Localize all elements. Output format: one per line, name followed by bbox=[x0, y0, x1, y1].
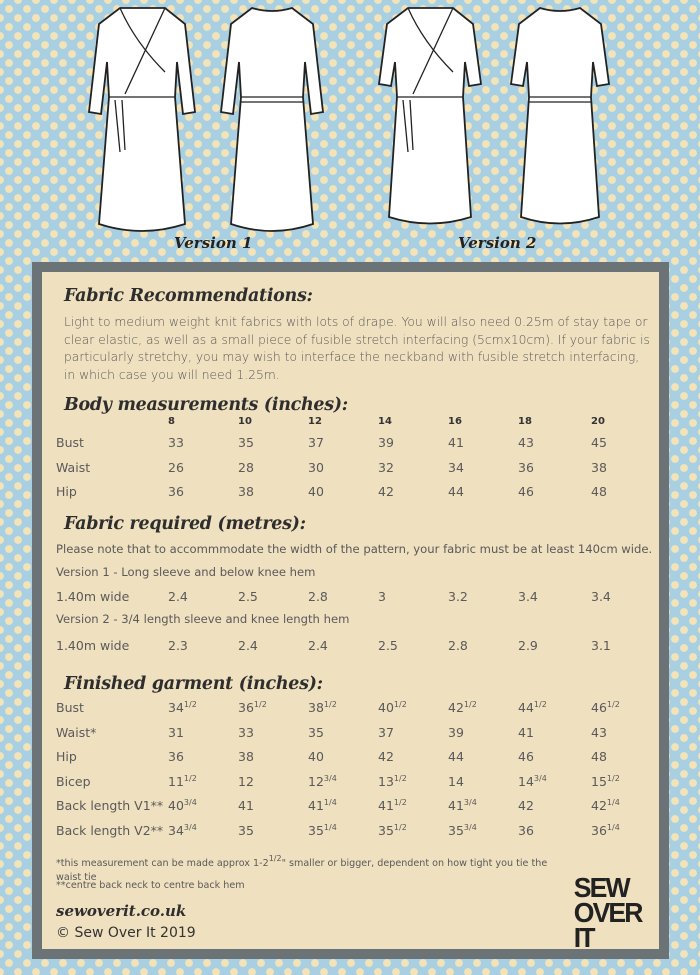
table-cell bbox=[238, 484, 254, 499]
table-cell bbox=[448, 725, 464, 740]
cell-value: 2.8 bbox=[448, 638, 468, 653]
cell-fraction: 1/2 bbox=[393, 773, 407, 783]
cell-value: 41 bbox=[308, 798, 324, 814]
table-cell bbox=[238, 435, 254, 450]
table-cell bbox=[238, 460, 254, 475]
table-cell bbox=[308, 638, 328, 653]
footnote-waist-text-end: " smaller or bigger, dependent on how tight you tie the waist tie bbox=[56, 858, 548, 883]
cell-value: 35 bbox=[238, 823, 254, 838]
cell-fraction: 3/4 bbox=[183, 798, 197, 808]
body-measurements-heading: Body measurements (inches): bbox=[64, 395, 348, 415]
table-cell bbox=[238, 823, 254, 838]
cell-value: 14 bbox=[518, 773, 534, 789]
table-cell bbox=[378, 435, 394, 450]
table-cell bbox=[378, 700, 407, 715]
cell-fraction: 3/4 bbox=[183, 823, 197, 832]
cell-value: 35 bbox=[308, 823, 324, 838]
cell-fraction: 1/2 bbox=[393, 700, 407, 709]
cell-value: 3.2 bbox=[448, 589, 468, 604]
table-cell bbox=[591, 823, 620, 838]
cell-value: 2.5 bbox=[378, 638, 398, 653]
sew-over-it-logo bbox=[573, 872, 642, 953]
table-cell bbox=[591, 700, 620, 715]
cell-fraction: 1/2 bbox=[606, 773, 620, 783]
table-cell bbox=[518, 774, 547, 789]
fabric-recommendations-text: Light to medium weight knit fabrics with lots of drape. You will also need 0.25m of stay tape or clear elastic, as well as a small piece of fusible stretch interfacing (5cmx10cm). If your fabric is particularly stretchy, you may wish to interface the neckband with fusible stretch interfacing, in which case you will need 1.25m. bbox=[64, 315, 650, 382]
table-cell bbox=[168, 460, 184, 475]
table-cell bbox=[518, 700, 547, 715]
info-panel-content bbox=[42, 272, 659, 953]
table-cell bbox=[591, 589, 611, 604]
cell-fraction: 3/4 bbox=[323, 773, 337, 783]
cell-value: 43 bbox=[591, 724, 607, 740]
size-header-20: 20 bbox=[591, 416, 605, 427]
cell-value: 43 bbox=[518, 435, 534, 450]
cell-value: 36 bbox=[518, 823, 534, 838]
cell-fraction: 3/4 bbox=[463, 798, 477, 808]
cell-fraction: 1/4 bbox=[606, 823, 620, 832]
table-cell bbox=[518, 823, 534, 838]
table-cell bbox=[591, 484, 607, 499]
dress-version1-back-illustration bbox=[217, 2, 327, 234]
cell-value: 2.4 bbox=[238, 638, 258, 653]
size-header-10: 10 bbox=[238, 416, 252, 427]
cell-value: 2.9 bbox=[518, 638, 538, 653]
cell-value: 34 bbox=[448, 459, 464, 475]
cell-value: 36 bbox=[238, 700, 254, 715]
cell-value: 33 bbox=[238, 724, 254, 740]
logo-line-1: SEW bbox=[573, 872, 629, 903]
cell-value: 36 bbox=[168, 749, 184, 765]
table-cell bbox=[591, 460, 607, 475]
cell-value: 40 bbox=[308, 749, 324, 765]
size-header-12: 12 bbox=[308, 416, 322, 427]
table-cell bbox=[518, 749, 534, 764]
table-cell bbox=[378, 589, 386, 604]
table-cell bbox=[308, 749, 324, 764]
table-cell bbox=[308, 725, 324, 740]
cell-value: 2.8 bbox=[308, 589, 328, 604]
cell-value: 3.1 bbox=[591, 638, 611, 653]
cell-value: 44 bbox=[448, 749, 464, 765]
table-cell bbox=[448, 700, 477, 715]
cell-fraction: 1/2 bbox=[393, 823, 407, 832]
table-cell bbox=[378, 484, 394, 499]
cell-value: 40 bbox=[168, 798, 184, 814]
row-label: Bust bbox=[56, 700, 84, 715]
cell-value: 13 bbox=[378, 773, 394, 789]
table-cell bbox=[378, 798, 407, 813]
cell-value: 35 bbox=[448, 823, 464, 838]
row-label: Bust bbox=[56, 435, 84, 450]
cell-fraction: 1/4 bbox=[323, 798, 337, 808]
table-cell bbox=[168, 725, 184, 740]
table-cell bbox=[238, 725, 254, 740]
row-label: 1.40m wide bbox=[56, 638, 130, 653]
table-cell bbox=[168, 589, 188, 604]
cell-fraction: 1/2 bbox=[253, 700, 267, 709]
fabric-required-heading: Fabric required (metres): bbox=[64, 514, 306, 534]
cell-fraction: 1/4 bbox=[323, 823, 337, 832]
cell-value: 2.5 bbox=[238, 589, 258, 604]
table-cell bbox=[448, 484, 464, 499]
version1-label: Version 1 bbox=[174, 234, 253, 252]
table-cell bbox=[168, 823, 197, 838]
footnote-waist-fraction: 1/2 bbox=[268, 854, 282, 863]
version1-description: Version 1 - Long sleeve and below knee hem bbox=[56, 565, 316, 579]
size-header-8: 8 bbox=[168, 416, 175, 427]
finished-garment-heading: Finished garment (inches): bbox=[64, 674, 323, 694]
website-link[interactable]: sewoverit.co.uk bbox=[56, 902, 187, 920]
table-cell bbox=[168, 484, 184, 499]
cell-value: 14 bbox=[448, 773, 464, 789]
cell-value: 26 bbox=[168, 459, 184, 475]
cell-value: 44 bbox=[448, 484, 464, 499]
cell-value: 33 bbox=[168, 435, 184, 450]
cell-fraction: 1/2 bbox=[393, 798, 407, 808]
table-cell bbox=[448, 798, 477, 813]
cell-value: 48 bbox=[591, 484, 607, 499]
table-cell bbox=[308, 484, 324, 499]
table-cell bbox=[518, 798, 534, 813]
size-header-14: 14 bbox=[378, 416, 392, 427]
footnote-waist-text: *this measurement can be made approx 1-2 bbox=[56, 858, 269, 869]
cell-value: 41 bbox=[378, 798, 394, 814]
cell-value: 38 bbox=[308, 700, 324, 715]
info-panel bbox=[32, 262, 669, 959]
cell-value: 2.3 bbox=[168, 638, 188, 653]
table-cell bbox=[448, 435, 464, 450]
cell-value: 41 bbox=[238, 798, 254, 814]
cell-value: 36 bbox=[168, 484, 184, 499]
table-cell bbox=[308, 589, 328, 604]
table-cell bbox=[448, 638, 468, 653]
version2-label: Version 2 bbox=[458, 234, 537, 252]
table-cell bbox=[591, 749, 607, 764]
cell-value: 38 bbox=[238, 484, 254, 499]
row-label: Hip bbox=[56, 484, 77, 499]
table-cell bbox=[308, 435, 324, 450]
cell-value: 37 bbox=[308, 435, 324, 450]
cell-value: 44 bbox=[518, 700, 534, 715]
cell-value: 40 bbox=[378, 700, 394, 715]
row-label: Back length V2** bbox=[56, 823, 164, 838]
table-cell bbox=[591, 638, 611, 653]
table-cell bbox=[378, 460, 394, 475]
table-cell bbox=[378, 749, 394, 764]
cell-value: 38 bbox=[591, 459, 607, 475]
cell-value: 2.4 bbox=[168, 589, 188, 604]
cell-value: 34 bbox=[168, 823, 184, 838]
cell-value: 36 bbox=[591, 823, 607, 838]
table-cell bbox=[378, 638, 398, 653]
cell-value: 3 bbox=[378, 589, 386, 604]
cell-value: 11 bbox=[168, 773, 184, 789]
cell-value: 46 bbox=[591, 700, 607, 715]
table-cell bbox=[168, 638, 188, 653]
version2-description: Version 2 - 3/4 length sleeve and knee length hem bbox=[56, 612, 350, 626]
dress-version2-back-illustration bbox=[505, 2, 615, 234]
cell-fraction: 3/4 bbox=[533, 773, 547, 783]
table-cell bbox=[308, 460, 324, 475]
logo-line-3: IT bbox=[573, 922, 594, 953]
cell-value: 42 bbox=[448, 700, 464, 715]
table-cell bbox=[591, 435, 607, 450]
row-label: Waist bbox=[56, 459, 91, 475]
size-header-16: 16 bbox=[448, 416, 462, 427]
table-cell bbox=[591, 798, 620, 813]
copyright: © Sew Over It 2019 bbox=[56, 925, 196, 941]
cell-value: 30 bbox=[308, 459, 324, 475]
table-cell bbox=[168, 798, 197, 813]
cell-fraction: 1/2 bbox=[183, 773, 197, 783]
table-cell bbox=[448, 589, 468, 604]
cell-value: 37 bbox=[378, 724, 394, 740]
table-cell bbox=[238, 700, 267, 715]
cell-fraction: 1/2 bbox=[533, 700, 547, 709]
table-cell bbox=[308, 700, 337, 715]
table-cell bbox=[238, 589, 258, 604]
table-cell bbox=[518, 460, 534, 475]
table-cell bbox=[518, 484, 534, 499]
table-cell bbox=[238, 798, 254, 813]
table-cell bbox=[448, 823, 477, 838]
dress-version2-front-illustration bbox=[373, 2, 488, 234]
fabric-recommendations-heading: Fabric Recommendations: bbox=[64, 286, 313, 306]
table-cell bbox=[308, 798, 337, 813]
cell-value: 28 bbox=[238, 459, 254, 475]
cell-value: 38 bbox=[238, 749, 254, 765]
footnote-back-length: **centre back neck to centre back hem bbox=[56, 880, 245, 891]
row-label: 1.40m wide bbox=[56, 589, 130, 604]
table-cell bbox=[378, 823, 407, 838]
cell-value: 48 bbox=[591, 749, 607, 765]
cell-value: 42 bbox=[378, 749, 394, 765]
dress-version1-front-illustration bbox=[85, 2, 200, 234]
row-label: Bicep bbox=[56, 773, 91, 789]
cell-value: 46 bbox=[518, 749, 534, 765]
table-cell bbox=[518, 589, 538, 604]
cell-value: 35 bbox=[378, 823, 394, 838]
cell-fraction: 1/2 bbox=[463, 700, 477, 709]
table-cell bbox=[168, 435, 184, 450]
cell-value: 39 bbox=[448, 724, 464, 740]
cell-value: 35 bbox=[238, 435, 254, 450]
cell-value: 42 bbox=[378, 484, 394, 499]
cell-fraction: 1/2 bbox=[606, 700, 620, 709]
row-label: Hip bbox=[56, 749, 77, 765]
cell-value: 12 bbox=[308, 773, 324, 789]
cell-value: 41 bbox=[448, 435, 464, 450]
table-cell bbox=[591, 725, 607, 740]
cell-value: 46 bbox=[518, 484, 534, 499]
fabric-width-note: Please note that to accommmodate the width of the pattern, your fabric must be at least 140cm wide. bbox=[56, 542, 653, 556]
table-cell bbox=[591, 774, 620, 789]
cell-value: 40 bbox=[308, 484, 324, 499]
table-cell bbox=[238, 749, 254, 764]
table-cell bbox=[168, 774, 197, 789]
table-cell bbox=[518, 435, 534, 450]
table-cell bbox=[168, 749, 184, 764]
row-label: Back length V1** bbox=[56, 798, 164, 814]
cell-value: 41 bbox=[448, 798, 464, 814]
table-cell bbox=[378, 774, 407, 789]
cell-fraction: 1/4 bbox=[606, 798, 620, 808]
cell-value: 42 bbox=[591, 798, 607, 814]
cell-value: 39 bbox=[378, 435, 394, 450]
cell-value: 12 bbox=[238, 773, 254, 789]
cell-fraction: 1/2 bbox=[323, 700, 337, 709]
cell-value: 3.4 bbox=[518, 589, 538, 604]
table-cell bbox=[308, 823, 337, 838]
cell-value: 31 bbox=[168, 724, 184, 740]
cell-value: 32 bbox=[378, 459, 394, 475]
table-cell bbox=[378, 725, 394, 740]
size-header-18: 18 bbox=[518, 416, 532, 427]
table-cell bbox=[168, 700, 197, 715]
table-cell bbox=[518, 638, 538, 653]
table-cell bbox=[238, 774, 254, 789]
table-cell bbox=[308, 774, 337, 789]
cell-value: 36 bbox=[518, 459, 534, 475]
table-cell bbox=[518, 725, 534, 740]
table-cell bbox=[448, 460, 464, 475]
cell-value: 45 bbox=[591, 435, 607, 450]
cell-fraction: 3/4 bbox=[463, 823, 477, 832]
logo-line-2: OVER bbox=[573, 897, 642, 928]
cell-value: 42 bbox=[518, 798, 534, 814]
cell-value: 35 bbox=[308, 724, 324, 740]
table-cell bbox=[448, 774, 464, 789]
cell-value: 34 bbox=[168, 700, 184, 715]
cell-value: 3.4 bbox=[591, 589, 611, 604]
table-cell bbox=[448, 749, 464, 764]
cell-fraction: 1/2 bbox=[183, 700, 197, 709]
cell-value: 41 bbox=[518, 724, 534, 740]
row-label: Waist* bbox=[56, 724, 97, 740]
cell-value: 15 bbox=[591, 773, 607, 789]
cell-value: 2.4 bbox=[308, 638, 328, 653]
table-cell bbox=[238, 638, 258, 653]
